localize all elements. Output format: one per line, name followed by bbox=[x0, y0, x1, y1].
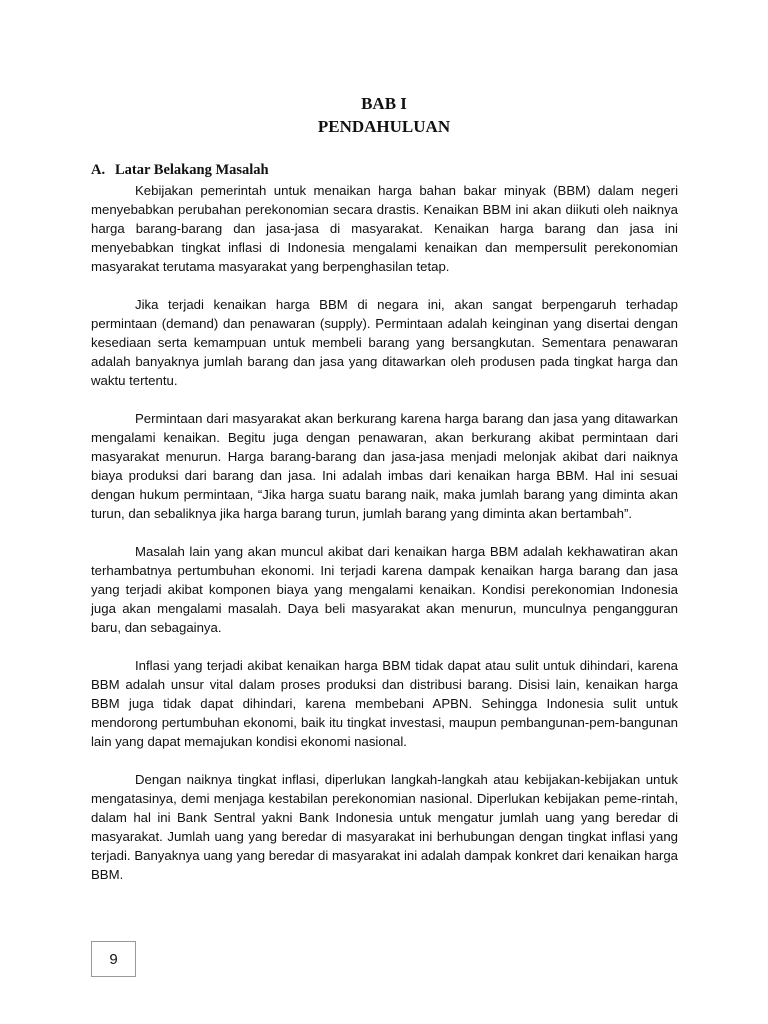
section-heading bbox=[91, 161, 269, 179]
chapter-number: BAB I bbox=[361, 94, 407, 113]
chapter-title: PENDAHULUAN bbox=[317, 117, 451, 136]
paragraph: Kebijakan pemerintah untuk menaikan harga bahan bakar minyak (BBM) dalam negeri menyebabkan perubahan perekonomian secara drastis. Kenaikan BBM ini akan diikuti oleh naiknya harga barang-barang dan jasa-jasa di masyarakat. Kenaikan harga barang dan jasa ini menyebabkan tingkat inflasi di Indonesia mengalami kenaikan dan mempersulit perekonomian masyarakat terutama masyarakat yang berpenghasilan tetap. bbox=[91, 183, 678, 274]
section-letter: A. bbox=[91, 162, 106, 178]
page-number: 9 bbox=[91, 941, 136, 977]
section-title: Latar Belakang Masalah bbox=[115, 162, 269, 178]
paragraph: Inflasi yang terjadi akibat kenaikan harga BBM tidak dapat atau sulit untuk dihindari, karena BBM adalah unsur vital dalam proses produksi dan distribusi barang. Disisi lain, kenaikan harga BBM juga tidak dapat dihindari, karena membebani APBN. Sehingga Indonesia sulit untuk mendorong pertumbuhan ekonomi, baik itu tingkat investasi, maupun pembangunan-pem-bangunan lain yang dapat memajukan kondisi ekonomi nasional. bbox=[91, 658, 678, 749]
chapter-heading bbox=[0, 92, 768, 138]
paragraph: Jika terjadi kenaikan harga BBM di negara ini, akan sangat berpengaruh terhadap permintaan (demand) dan penawaran (supply). Permintaan adalah keinginan yang disertai dengan kesediaan serta kemampuan untuk membeli barang yang bersangkutan. Sementara penawaran adalah banyaknya jumlah barang dan jasa yang ditawarkan oleh produsen pada tingkat harga dan waktu tertentu. bbox=[91, 297, 678, 388]
body-text bbox=[91, 181, 678, 903]
paragraph: Permintaan dari masyarakat akan berkurang karena harga barang dan jasa yang ditawarkan mengalami kenaikan. Begitu juga dengan penawaran, akan berkurang akibat permintaan dari masyarakat menurun. Harga barang-barang dan jasa-jasa menjadi melonjak akibat dari naiknya biaya produksi dari barang dan jasa. Ini adalah imbas dari kenaikan harga BBM. Hal ini sesuai dengan hukum permintaan, “Jika harga suatu barang naik, maka jumlah barang yang diminta akan turun, dan sebaliknya jika harga barang turun, jumlah barang yang diminta akan bertambah”. bbox=[91, 411, 678, 521]
paragraph: Dengan naiknya tingkat inflasi, diperlukan langkah-langkah atau kebijakan-kebijakan untuk mengatasinya, demi menjaga kestabilan perekonomian nasional. Diperlukan kebijakan peme-rintah, dalam hal ini Bank Sentral yakni Bank Indonesia untuk mengatur jumlah uang yang beredar di masyarakat. Jumlah uang yang beredar di masyarakat ini berhubungan dengan tingkat inflasi yang terjadi. Banyaknya uang yang beredar di masyarakat ini adalah dampak konkret dari kenaikan harga BBM. bbox=[91, 772, 678, 882]
paragraph: Masalah lain yang akan muncul akibat dari kenaikan harga BBM adalah kekhawatiran akan terhambatnya pertumbuhan ekonomi. Ini terjadi karena dampak kenaikan harga barang dan jasa yang terjadi akibat komponen biaya yang mengalami kenaikan. Kondisi perekonomian Indonesia juga akan mengalami masalah. Daya beli masyarakat akan menurun, munculnya pengangguran baru, dan sebagainya. bbox=[91, 544, 678, 635]
